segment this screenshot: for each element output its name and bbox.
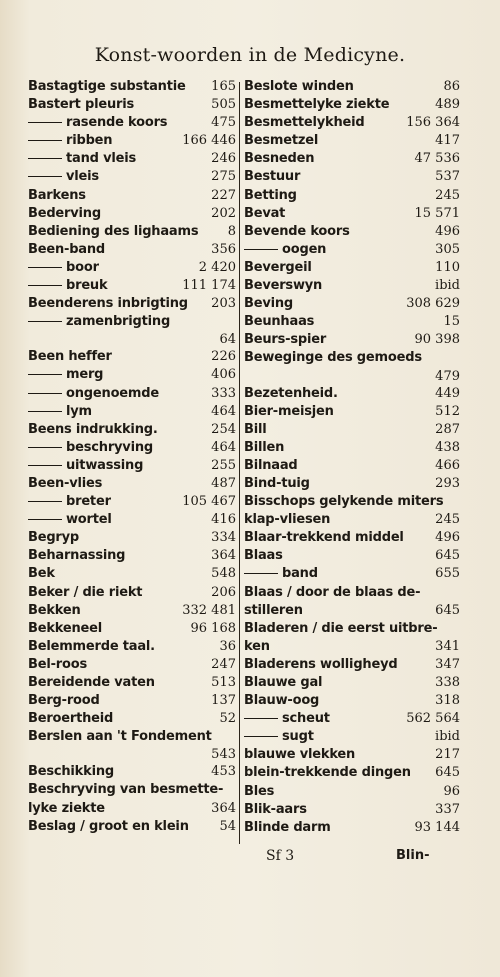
entry-page-number: 332 481 [182,602,236,618]
entry-page-number: 93 144 [414,819,460,835]
ditto-dash [28,140,62,141]
index-entry [28,313,236,331]
index-entry [244,295,460,313]
entry-term: Beverswyn [244,278,323,294]
entry-term: Bisschops gelykende miters [244,494,444,510]
entry-term: Bek [28,566,55,582]
ditto-dash [28,519,62,520]
entry-page-number: 255 [211,457,236,473]
index-entry [28,818,236,836]
index-entry [244,656,460,674]
entry-term: Bill [244,421,267,437]
entry-page-number: 453 [211,764,236,780]
index-entry [28,674,236,692]
entry-page-number: 464 [211,439,236,455]
entry-page-number: 512 [435,403,460,419]
ditto-dash [244,736,278,737]
entry-page-number: 2 420 [198,259,236,275]
entry-page-number: 245 [435,512,460,528]
entry-term: vleis [66,169,99,185]
entry-term: Bestuur [244,169,301,185]
entry-term: scheut [282,711,330,727]
entry-term: Been heffer [28,349,112,365]
index-entry [244,620,460,638]
entry-page-number: 86 [443,79,460,94]
index-entry [244,277,460,295]
entry-term: Bekken [28,602,81,618]
entry-page-number: 36 [219,638,236,654]
index-entry [28,187,236,205]
entry-page-number: 305 [435,241,460,257]
index-entry [244,746,460,764]
entry-page-number: 364 [211,548,236,564]
entry-term: lym [66,403,92,419]
entry-term: Bevat [244,205,286,221]
index-entry [28,168,236,186]
index-entry [28,366,236,384]
entry-page-number: 254 [211,421,236,437]
index-entry [244,457,460,475]
index-entry [244,565,460,583]
entry-term: Bles [244,783,275,799]
index-entry [244,674,460,692]
entry-term: rasende koors [66,115,168,131]
entry-page-number: 227 [211,187,236,203]
ditto-dash [244,573,278,574]
index-entry [244,205,460,223]
entry-term: oogen [282,241,327,257]
entry-term: Beving [244,296,294,312]
entry-page-number: 15 571 [414,205,460,221]
index-entry [244,529,460,547]
entry-term: Blauw-oog [244,693,320,709]
entry-page-number: 479 [435,368,460,384]
entry-term: Bladerens wolligheyd [244,656,398,672]
entry-page-number: 356 [211,241,236,257]
index-entry [28,529,236,547]
entry-page-number: 438 [435,439,460,455]
entry-page-number: 416 [211,512,236,528]
index-entry [28,78,236,96]
index-entry [28,746,236,763]
entry-term: Beschikking [28,764,114,780]
entry-page-number: 364 [211,800,236,816]
entry-page-number: 156 364 [406,115,460,131]
entry-page-number: 645 [435,602,460,618]
entry-term: Bevergeil [244,259,312,275]
index-entry [28,584,236,602]
entry-term: blauwe vlekken [244,747,356,763]
entry-page-number: 464 [211,403,236,419]
index-entry [28,728,236,746]
entry-page-number: 206 [211,584,236,600]
entry-page-number: 245 [435,187,460,203]
entry-page-number: 537 [435,169,460,185]
entry-term: breuk [66,278,108,294]
index-entry [28,205,236,223]
entry-page-number: 318 [435,693,460,709]
entry-page-number: 548 [211,566,236,582]
entry-page-number: 338 [435,675,460,690]
entry-page-number: 217 [435,747,460,763]
entry-term: stilleren [244,602,303,618]
entry-page-number: ibid [435,278,460,294]
entry-page-number: 645 [435,765,460,781]
entry-term: merg [66,367,104,383]
entry-term: ken [244,638,270,654]
ditto-dash [244,718,278,719]
ditto-dash [28,411,62,412]
page-title: Konst-woorden in de Medicyne. [94,44,406,66]
entry-page-number: 406 [211,367,236,383]
entry-page-number: 90 398 [414,332,460,348]
index-entry [244,331,460,349]
entry-term: Blinde darm [244,819,331,835]
index-entry [244,638,460,656]
entry-term: Besmettelykheid [244,115,365,131]
entry-page-number: 203 [211,296,236,312]
entry-term: Besneden [244,151,315,167]
entry-term: Blaas [244,548,283,564]
index-entry [28,565,236,583]
entry-term: Bastert pleuris [28,97,135,113]
entry-page-number: 202 [211,205,236,221]
index-entry [28,620,236,638]
index-entry [244,349,460,367]
ditto-dash [28,501,62,502]
column-divider [239,82,240,844]
entry-page-number: 655 [435,566,460,582]
index-entry [244,819,460,837]
entry-page-number: 496 [435,530,460,546]
index-entry [28,403,236,421]
index-entry [244,114,460,132]
entry-page-number: 137 [211,693,236,709]
entry-page-number: 105 467 [182,494,236,510]
index-entry [244,241,460,259]
entry-term: Beunhaas [244,314,315,330]
entry-page-number: 275 [211,169,236,185]
index-entry [244,764,460,782]
index-entry [28,710,236,728]
entry-page-number: 226 [211,349,236,365]
index-entry [244,403,460,421]
index-entry [28,241,236,259]
index-entry [28,602,236,620]
index-entry [28,114,236,132]
index-entry [244,710,460,728]
entry-term: Beker / die riekt [28,584,143,600]
entry-term: Barkens [28,187,86,203]
entry-page-number: 417 [435,133,460,149]
entry-page-number: 347 [435,656,460,672]
index-entry [244,187,460,205]
index-entry [244,259,460,277]
entry-term: wortel [66,512,112,528]
entry-term: Beens indrukking. [28,421,158,437]
ditto-dash [28,447,62,448]
entry-page-number: 293 [435,475,460,491]
entry-term: Betting [244,187,297,203]
entry-term: Besmettelyke ziekte [244,97,390,113]
signature-mark: Sf 3 [266,848,295,864]
ditto-dash [28,158,62,159]
index-entry [244,132,460,150]
index-entry [28,763,236,781]
index-entry [28,439,236,457]
entry-term: Blauwe gal [244,675,323,690]
index-entry [28,331,236,348]
entry-term: Berg-rood [28,693,100,709]
entry-page-number: 645 [435,548,460,564]
entry-term: Beurs-spier [244,332,327,348]
index-entry [28,457,236,475]
entry-page-number: 47 536 [414,151,460,167]
entry-term: Bederving [28,205,101,221]
entry-term: Bediening des lighaams [28,223,199,239]
entry-term: Beharnassing [28,548,126,564]
entry-page-number: 246 [211,151,236,167]
index-entry [244,96,460,114]
catchword: Blin- [396,848,430,863]
left-index-column [28,78,236,836]
entry-page-number: 54 [219,818,236,834]
index-entry [244,78,460,96]
entry-page-number: 333 [211,385,236,401]
entry-term: breter [66,494,111,510]
entry-term: Besmetzel [244,133,319,149]
entry-page-number: 505 [211,97,236,113]
entry-term: Bier-meisjen [244,403,334,419]
index-entry [28,96,236,114]
index-entry [28,547,236,565]
index-entry [28,295,236,313]
entry-term: lyke ziekte [28,800,105,816]
entry-term: Blaar-trekkend middel [244,530,404,546]
ditto-dash [28,285,62,286]
ditto-dash [28,393,62,394]
entry-term: zamenbrigting [66,314,171,330]
entry-term: boor [66,259,99,275]
index-entry [244,223,460,241]
entry-page-number: 489 [435,97,460,113]
ditto-dash [28,374,62,375]
entry-term: Beweginge des gemoeds [244,350,422,366]
index-entry [244,728,460,746]
entry-term: band [282,566,318,582]
index-entry [28,511,236,529]
index-entry [244,801,460,819]
entry-term: Bind-tuig [244,475,310,491]
entry-term: Beslag / groot en klein [28,818,189,834]
entry-page-number: 8 [227,223,236,239]
entry-page-number: 96 168 [190,620,236,636]
entry-term: Beenderens inbrigting [28,296,188,312]
entry-term: Bastagtige substantie [28,79,186,94]
index-entry [244,439,460,457]
ditto-dash [28,176,62,177]
entry-term: blein-trekkende dingen [244,765,411,781]
index-entry [244,511,460,529]
entry-page-number: 496 [435,223,460,239]
entry-page-number: 166 446 [182,133,236,149]
index-entry [28,259,236,277]
index-entry [244,475,460,493]
entry-term: Been-band [28,241,106,257]
entry-term: Been-vlies [28,475,103,491]
entry-term: Beroertheid [28,711,114,727]
entry-term: tand vleis [66,151,137,167]
entry-page-number: 513 [211,675,236,690]
entry-page-number: 96 [443,783,460,799]
entry-term: Bevende koors [244,223,350,239]
entry-term: ongenoemde [66,385,159,401]
entry-term: Billen [244,439,285,455]
entry-page-number: 110 [435,259,460,275]
index-entry [28,132,236,150]
index-entry [244,584,460,602]
entry-term: Begryp [28,530,80,546]
right-index-column [244,78,460,837]
index-entry [28,385,236,403]
index-entry [244,493,460,511]
entry-page-number: 334 [211,530,236,546]
entry-page-number: 111 174 [182,278,236,294]
entry-term: Blaas / door de blaas de- [244,584,421,600]
entry-page-number: 287 [435,421,460,437]
index-entry [28,493,236,511]
entry-page-number: 475 [211,115,236,131]
entry-term: sugt [282,729,314,745]
ditto-dash [28,267,62,268]
entry-term: Bladeren / die eerst uitbre- [244,620,438,636]
entry-term: uitwassing [66,457,144,473]
entry-page-number: ibid [435,729,460,745]
index-entry [28,223,236,241]
entry-term: ribben [66,133,113,149]
entry-page-number: 449 [435,385,460,401]
entry-term: Bereidende vaten [28,675,155,690]
index-entry [244,150,460,168]
index-entry [28,348,236,366]
entry-page-number: 341 [435,638,460,654]
entry-term: Blik-aars [244,801,307,817]
entry-term: Bezetenheid. [244,385,338,401]
entry-page-number: 543 [211,747,236,763]
index-entry [244,692,460,710]
entry-term: Belemmerde taal. [28,638,155,654]
index-entry [28,421,236,439]
entry-page-number: 466 [435,457,460,473]
entry-page-number: 165 [211,79,236,94]
entry-page-number: 52 [219,711,236,727]
index-entry [28,638,236,656]
entry-page-number: 337 [435,801,460,817]
entry-term: Beslote winden [244,79,354,94]
entry-page-number: 308 629 [406,296,460,312]
index-entry [244,313,460,331]
index-entry [28,781,236,799]
index-entry [244,421,460,439]
entry-page-number: 487 [211,475,236,491]
entry-page-number: 562 564 [406,711,460,727]
ditto-dash [28,465,62,466]
entry-page-number: 247 [211,656,236,672]
index-entry [244,168,460,186]
index-entry [244,385,460,403]
entry-term: Bekkeneel [28,620,103,636]
index-entry [28,656,236,674]
entry-page-number: 64 [219,332,236,348]
entry-term: Beschryving van besmette- [28,782,224,798]
ditto-dash [28,122,62,123]
ditto-dash [28,321,62,322]
entry-page-number: 15 [443,314,460,330]
index-entry [28,277,236,295]
index-entry [244,602,460,620]
entry-term: beschryving [66,439,153,455]
ditto-dash [244,249,278,250]
entry-term: klap-vliesen [244,512,331,528]
entry-term: Bel-roos [28,656,87,672]
index-entry [244,547,460,565]
entry-term: Bilnaad [244,457,298,473]
index-entry [244,783,460,801]
index-entry [244,368,460,385]
index-entry [28,692,236,710]
index-entry [28,800,236,818]
entry-term: Berslen aan 't Fondement [28,729,212,745]
index-entry [28,150,236,168]
index-entry [28,475,236,493]
